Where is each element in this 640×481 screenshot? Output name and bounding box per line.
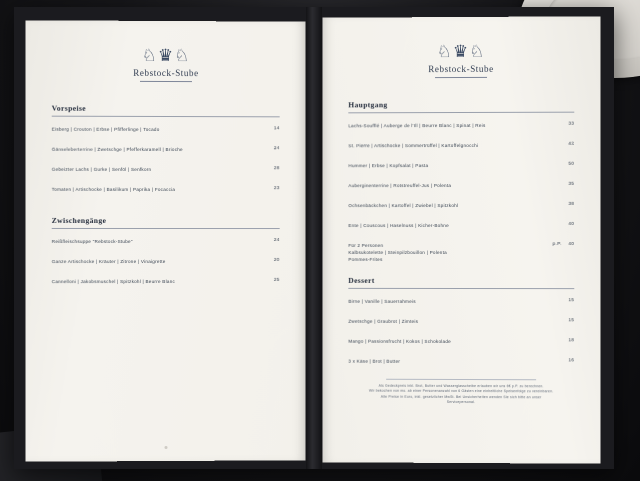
menu-item-price: 35 (568, 181, 575, 187)
menu-item-description: Reißfleischsuppe "Rebstock-Stube" (51, 238, 133, 245)
heraldic-crest-icon: ♘♛♘ (436, 41, 486, 62)
menu-item (348, 358, 574, 366)
menu-item-price: 33 (568, 121, 575, 127)
menu-item-price: 16 (568, 358, 575, 364)
menu-item-description: Ochsenbäckchen | Kartoffel | Zwiebel | Spitzkohl (348, 203, 459, 209)
menu-item-description: Hummer | Erbse | Kopfsalat | Pasta (348, 163, 429, 169)
menu-item-description: Lachs-Soufflé | Auberge de l'Ill | Beurre Blanc | Spinat | Reis (348, 122, 486, 129)
shared-dish-price-label: p.P. (552, 242, 562, 248)
menu-item-price: 15 (568, 298, 575, 304)
menu-item-price: 15 (568, 318, 575, 324)
shared-dish-price (547, 242, 575, 247)
section-vorspeise (52, 104, 280, 193)
section-spacer (52, 206, 280, 216)
menu-item (348, 222, 574, 229)
shared-dish-line-2: Pommes-Frites (348, 256, 383, 262)
menu-item-shared-for-two (348, 242, 574, 263)
menu-item (52, 278, 280, 285)
section-zwischengaenge (52, 216, 280, 285)
section-title: Hauptgang (348, 100, 388, 110)
menu-item (348, 298, 574, 305)
menu-item (52, 186, 280, 193)
heraldic-crest-icon: ♘♛♘ (141, 45, 191, 66)
menu-item-description: Eisberg | Crouton | Erbse | Pfifferlinge | Tocado (51, 126, 160, 132)
menu-item-price: 38 (568, 201, 575, 207)
menu-item-price: 23 (273, 186, 280, 192)
menu-item (348, 122, 574, 130)
section-title: Vorspeise (51, 103, 87, 113)
menu-item-description: St. Pierre | Artischocke | Sommertrüffel | Kartoffelgnocchi (348, 142, 479, 149)
menu-item-price: 25 (273, 277, 280, 283)
page-mark (165, 446, 168, 449)
section-hauptgang (348, 100, 574, 229)
right-page-content (322, 77, 600, 406)
menu-item (348, 318, 574, 325)
menu-item (52, 238, 280, 245)
section-rule (348, 288, 574, 289)
menu-item (348, 202, 574, 209)
section-title: Zwischengänge (51, 215, 107, 225)
menu-item-description: Birne | Vanille | Sauerrahmeis (348, 298, 416, 304)
left-page-content (26, 81, 306, 285)
menu-footnote (368, 379, 554, 406)
menu-item-price: 50 (568, 161, 575, 167)
menu-item (348, 338, 574, 346)
shared-dish-text (348, 242, 447, 263)
menu-item-price: 18 (568, 338, 575, 344)
menu-item-price: 40 (568, 221, 575, 227)
restaurant-name: Rebstock-Stube (133, 67, 199, 79)
menu-item-description: Auberginenterrine | Rotstreuffel-Jus | Polenta (348, 183, 452, 189)
menu-item (52, 126, 280, 134)
section-rule (52, 228, 280, 229)
menu-item-description: Ente | Couscous | Haselnuss | Kicher-Bohne (348, 223, 449, 229)
menu-item-price: 24 (273, 146, 280, 152)
menu-item-description: 3 x Käse | Brot | Butter (348, 358, 401, 364)
menu-page-left (26, 20, 306, 461)
section-rule (348, 112, 574, 114)
footnote-line-1: Als Gedeckpreis inkl. Brot, Butter und Wasserglasscheibe erlauben wir uns 6€ p.P. zu berechnen. (378, 383, 544, 389)
footnote-rule (386, 379, 536, 380)
menu-item-price: 28 (273, 166, 280, 172)
menu-item-price: 24 (273, 238, 280, 243)
menu-item (348, 162, 574, 169)
footnote-line-2: Wir bekochen von mo. ab einer Personenanzahl von 6 Gästen eine einheitliche Speisenfolge zu vereinbaren. (368, 389, 554, 394)
menu-item (348, 182, 574, 189)
menu-item-description: Gebeizter Lachs | Gurke | Senföl | Senfkorn (51, 166, 152, 172)
menu-item-description: Ganze Artischocke | Kräuter | Zitrone | Vinaigrette (51, 259, 166, 265)
footnote-line-3: Alle Preise in Euro, inkl. gesetzlicher MwSt. Bei Unsicherheiten wenden Sie sich bitte an unser Servicepersonal. (380, 394, 542, 405)
menu-item (52, 258, 280, 265)
menu-item-description: Zwetschge | Graubrot | Zimteis (348, 318, 419, 324)
menu-item-description: Cannelloni | Jakobsmuschel | Spitzkohl | Beurre Blanc (51, 278, 176, 285)
shared-dish-line-1: Kalbsukotelette | Steinpilzbouillon | Polenta (348, 249, 447, 255)
menu-page-right (322, 16, 600, 463)
section-rule (52, 116, 280, 118)
section-title: Dessert (348, 275, 375, 285)
menu-item (52, 146, 280, 153)
menu-item-description: Tomaten | Artischocke | Basilikum | Paprika | Focaccia (51, 186, 176, 193)
restaurant-logo (322, 16, 600, 78)
menu-item-price: 14 (273, 126, 280, 132)
menu-item-price: 42 (568, 141, 575, 147)
menu-item (52, 166, 280, 173)
restaurant-logo (26, 20, 306, 82)
shared-dish-heading: Für 2 Personen (348, 242, 384, 248)
menu-item-description: Gänseleberterrine | Zwetschge | Pfefferkaramell | Brioche (51, 146, 183, 153)
menu-item-description: Mango | Passionsfrucht | Kokos | Schokolade (348, 338, 451, 344)
menu-fold-spine (306, 7, 322, 469)
shared-dish-price-value: 40 (568, 242, 575, 248)
section-dessert (348, 276, 574, 365)
menu-item-price: 20 (273, 257, 280, 263)
menu-card (14, 7, 614, 469)
restaurant-name: Rebstock-Stube (428, 63, 494, 75)
menu-item (348, 142, 574, 149)
